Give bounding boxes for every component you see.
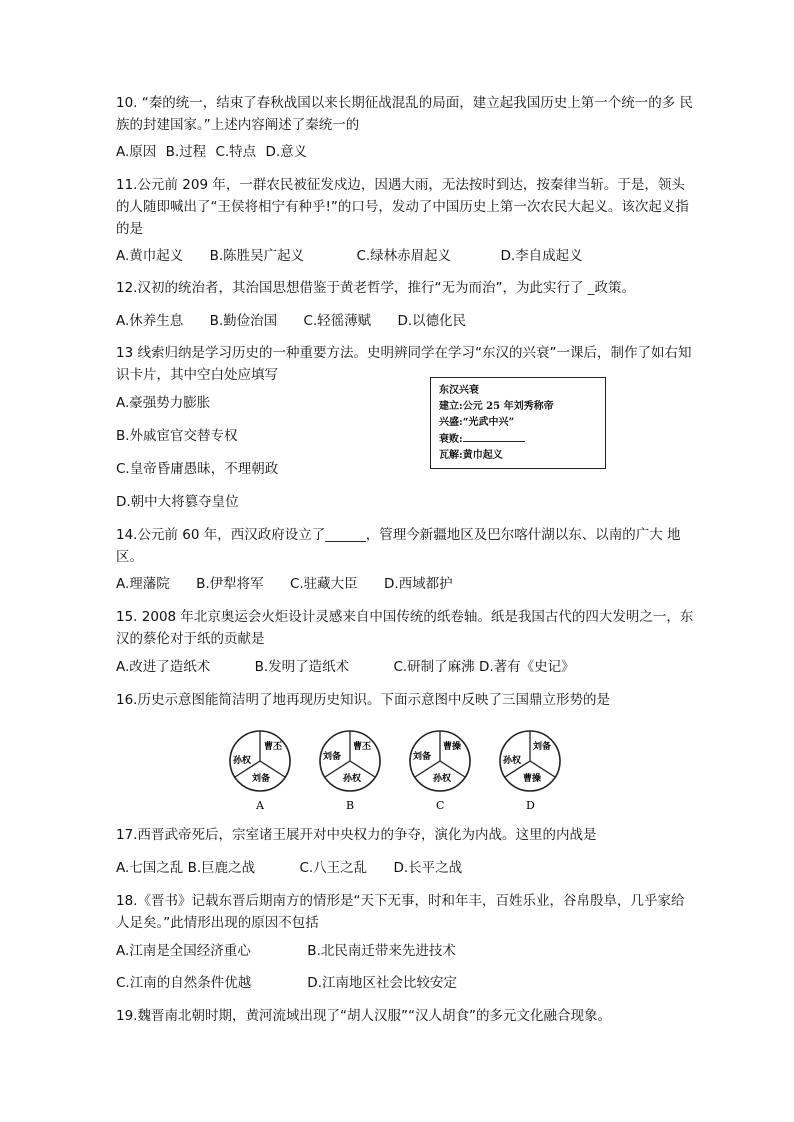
question-12: 12.汉初的统治者，其治国思想借鉴于黄老哲学，推行“无为而治”，为此实行了 _政策。 bbox=[116, 280, 635, 296]
card-line-decline bbox=[439, 431, 597, 448]
option-d: D.西域都护 bbox=[383, 576, 453, 592]
pie-b-label-2: 刘备 bbox=[323, 752, 342, 762]
pie-diagram-a bbox=[230, 731, 290, 812]
question-11-options bbox=[116, 245, 583, 267]
pie-b-label-1: 曹丕 bbox=[353, 742, 372, 752]
question-17-options bbox=[116, 857, 462, 879]
option-a: A.七国之乱 bbox=[116, 860, 184, 876]
question-14-options bbox=[116, 573, 453, 595]
option-d: D.江南地区社会比较安定 bbox=[307, 975, 457, 991]
option-c: C.驻藏大臣 bbox=[289, 576, 358, 592]
question-15-options bbox=[116, 656, 575, 678]
card-line-prosperity: 兴盛:“光武中兴” bbox=[439, 417, 515, 428]
pie-diagram-b bbox=[320, 731, 380, 812]
pie-d-label-1: 刘备 bbox=[533, 742, 552, 752]
question-10-options bbox=[116, 141, 307, 163]
card-line-founding: 建立:公元 25 年刘秀称帝 bbox=[439, 401, 554, 412]
option-c: C.轻徭薄赋 bbox=[303, 313, 372, 329]
pie-a-letter: A bbox=[256, 799, 264, 812]
question-11: 11.公元前 209 年，一群农民被征发戍边，因遇大雨，无法按时到达，按秦律当斩。于是，领头的人随即喊出了“王侯将相宁有种乎!”的口号，发动了中国历史上第一次农民大起义。该次起义指的是 bbox=[116, 177, 689, 237]
pie-c-label-3: 孙权 bbox=[433, 774, 452, 784]
option-a: A.黄巾起义 bbox=[116, 248, 184, 264]
pie-a-label-3: 刘备 bbox=[252, 774, 271, 784]
pie-b-letter: B bbox=[346, 799, 355, 812]
option-b: B.过程 bbox=[165, 144, 207, 160]
card-line-collapse: 瓦解:黄巾起义 bbox=[439, 450, 503, 461]
option-a: A.江南是全国经济重心 bbox=[116, 943, 251, 959]
option-b: B.巨鹿之战 bbox=[187, 860, 256, 876]
pie-c-label-1: 曹操 bbox=[443, 742, 462, 752]
option-a: A.休养生息 bbox=[116, 313, 184, 329]
pie-diagram-d bbox=[500, 731, 560, 812]
question-16: 16.历史示意图能简洁明了地再现历史知识。下面示意图中反映了三国鼎立形势的是 bbox=[116, 692, 610, 708]
option-b: B.外戚宦官交替专权 bbox=[116, 428, 238, 444]
option-d: D.以德化民 bbox=[397, 313, 467, 329]
option-a: A.理藩院 bbox=[116, 576, 170, 592]
option-b: B.发明了造纸术 bbox=[254, 659, 350, 675]
option-b: B.陈胜吴广起义 bbox=[209, 248, 305, 264]
card-decline-label: 衰败: bbox=[439, 434, 463, 445]
option-c: C.研制了麻沸 bbox=[393, 659, 475, 675]
option-d: D.著有《史记》 bbox=[478, 659, 575, 675]
option-c: C.特点 bbox=[215, 144, 257, 160]
option-b: B.伊犁将军 bbox=[196, 576, 264, 592]
question-18-options-row-1 bbox=[116, 940, 456, 962]
knowledge-card bbox=[430, 377, 606, 469]
pie-c-label-2: 刘备 bbox=[413, 752, 432, 762]
option-b: B.勤俭治国 bbox=[209, 313, 278, 329]
question-18: 18.《晋书》记载东晋后期南方的情形是“天下无事，时和年丰，百姓乐业，谷帛殷阜，几乎家给人足矣。”此情形出现的原因不包括 bbox=[116, 893, 685, 931]
pie-diagram-c bbox=[410, 731, 470, 812]
question-17: 17.西晋武帝死后，宗室诸王展开对中央权力的争夺，演化为内战。这里的内战是 bbox=[116, 827, 597, 843]
question-15: 15. 2008 年北京奥运会火炬设计灵感来自中国传统的纸卷轴。纸是我国古代的四大发明之一，东汉的蔡伦对于纸的贡献是 bbox=[116, 609, 694, 647]
question-12-options bbox=[116, 310, 466, 332]
option-d: D.长平之战 bbox=[393, 860, 463, 876]
option-a: A.豪强势力膨胀 bbox=[116, 395, 211, 411]
card-blank bbox=[463, 431, 525, 442]
option-b: B.北民南迁带来先进技术 bbox=[307, 943, 456, 959]
option-c: C.八王之乱 bbox=[299, 860, 368, 876]
question-18-options-row-2 bbox=[116, 972, 457, 994]
option-c: C.绿林赤眉起义 bbox=[356, 248, 452, 264]
pie-d-letter: D bbox=[526, 799, 535, 812]
option-c: C.皇帝昏庸愚昧，不理朝政 bbox=[116, 461, 279, 477]
pie-a-label-1: 曹丕 bbox=[264, 742, 283, 752]
pie-c-letter: C bbox=[436, 799, 445, 812]
pie-a-label-2: 孙权 bbox=[233, 756, 252, 766]
three-kingdoms-pie-diagrams bbox=[228, 725, 568, 815]
option-d: D.意义 bbox=[265, 144, 308, 160]
card-title: 东汉兴衰 bbox=[439, 385, 479, 396]
question-10: 10. “秦的统一，结束了春秋战国以来长期征战混乱的局面，建立起我国历史上第一个统一的多 民族的封建国家。”上述内容阐述了秦统一的 bbox=[116, 95, 694, 133]
question-13: 13 线索归纳是学习历史的一种重要方法。史明辨同学在学习“东汉的兴衰”一课后，制作了如右知识卡片，其中空白处应填写 bbox=[116, 345, 692, 383]
option-d: D.李自成起义 bbox=[500, 248, 583, 264]
question-14: 14.公元前 60 年，西汉政府设立了______，管理今新疆地区及巴尔喀什湖以东、以南的广大 地区。 bbox=[116, 527, 681, 565]
pie-b-label-3: 孙权 bbox=[343, 774, 362, 784]
pie-d-label-3: 曹操 bbox=[523, 774, 542, 784]
option-a: A.改进了造纸术 bbox=[116, 659, 211, 675]
pie-d-label-2: 孙权 bbox=[503, 756, 522, 766]
option-d: D.朝中大将篡夺皇位 bbox=[116, 494, 239, 510]
question-19: 19.魏晋南北朝时期，黄河流域出现了“胡人汉服”“汉人胡食”的多元文化融合现象。 bbox=[116, 1008, 611, 1024]
option-c: C.江南的自然条件优越 bbox=[116, 975, 252, 991]
option-a: A.原因 bbox=[116, 144, 157, 160]
